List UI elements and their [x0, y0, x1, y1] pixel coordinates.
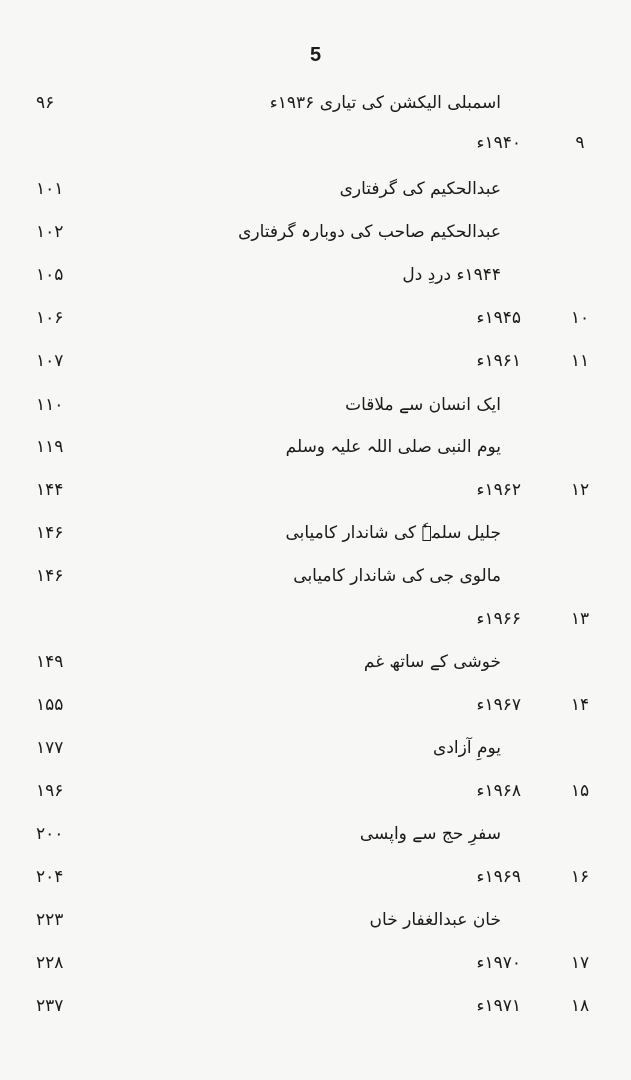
- toc-serial-number: ۱۳: [570, 609, 590, 629]
- toc-serial-number: ۱۰: [570, 308, 590, 328]
- page-number: 5: [309, 44, 322, 66]
- toc-row: [0, 88, 631, 118]
- toc-page-number: ۱۰۷: [36, 351, 64, 371]
- toc-row: [0, 475, 631, 505]
- toc-row: [0, 390, 631, 420]
- toc-serial-number: ۹: [575, 133, 585, 153]
- toc-entry-title: ۱۹۴۴ء دردِ دل: [402, 265, 501, 285]
- toc-entry-title: عبدالحکیم صاحب کی دوبارہ گرفتاری: [238, 222, 501, 242]
- toc-row: [0, 948, 631, 978]
- toc-page-number: ۱۴۶: [36, 566, 64, 586]
- toc-row: [0, 128, 631, 158]
- toc-year: ۱۹۶۲ء: [476, 480, 521, 500]
- toc-serial-number: ۱۴: [570, 695, 590, 715]
- toc-row: [0, 733, 631, 763]
- toc-page-number: ۲۰۰: [36, 824, 64, 844]
- toc-row: [0, 432, 631, 462]
- toc-entry-title: عبدالحکیم کی گرفتاری: [339, 179, 501, 199]
- toc-row: [0, 647, 631, 677]
- toc-year: ۱۹۶۱ء: [476, 351, 521, 371]
- toc-entry-title: اسمبلی الیکشن کی تیاری ۱۹۳۶ء: [269, 93, 501, 113]
- toc-row: [0, 174, 631, 204]
- toc-page-number: ۱۰۱: [36, 179, 64, 199]
- toc-row: [0, 776, 631, 806]
- toc-page-number: ۱۱۰: [36, 395, 64, 415]
- toc-page-number: ۱۴۶: [36, 523, 64, 543]
- toc-row: [0, 303, 631, 333]
- toc-entry-title: یومِ آزادی: [433, 738, 501, 758]
- toc-page-number: ۲۲۳: [36, 910, 64, 930]
- toc-page-number: ۲۲۸: [36, 953, 64, 973]
- toc-serial-number: ۱۸: [570, 996, 590, 1016]
- toc-row: [0, 905, 631, 935]
- toc-page-number: ۱۷۷: [36, 738, 64, 758]
- toc-page-number: ۲۳۷: [36, 996, 64, 1016]
- toc-page-number: ۱۰۲: [36, 222, 64, 242]
- toc-entry-title: خان عبدالغفار خاں: [369, 910, 501, 930]
- toc-page-number: ۱۴۴: [36, 480, 64, 500]
- toc-year: ۱۹۶۶ء: [476, 609, 521, 629]
- toc-page-number: ۱۰۶: [36, 308, 64, 328]
- toc-page-number: ۱۵۵: [36, 695, 64, 715]
- toc-row: [0, 561, 631, 591]
- toc-serial-number: ۱۱: [570, 351, 590, 371]
- toc-year: ۱۹۶۹ء: [476, 867, 521, 887]
- toc-year: ۱۹۶۸ء: [476, 781, 521, 801]
- toc-entry-title: ایک انسان سے ملاقات: [345, 395, 501, 415]
- toc-year: ۱۹۶۷ء: [476, 695, 521, 715]
- toc-entry-title: مالوی جی کی شاندار کامیابی: [293, 566, 501, 586]
- toc-serial-number: ۱۵: [570, 781, 590, 801]
- toc-page-number: ۱۰۵: [36, 265, 64, 285]
- toc-entry-title: سفرِ حج سے واپسی: [359, 824, 501, 844]
- toc-row: [0, 518, 631, 548]
- toc-row: [0, 819, 631, 849]
- toc-page-number: ۱۴۹: [36, 652, 64, 672]
- toc-entry-title: خوشی کے ساتھ غم: [363, 652, 501, 672]
- toc-entry-title: یوم النبی صلی اللہ علیہ وسلم: [285, 437, 501, 457]
- toc-row: [0, 260, 631, 290]
- toc-year: ۱۹۷۰ء: [476, 953, 521, 973]
- toc-page-number: ۱۹۶: [36, 781, 64, 801]
- toc-entry-title: جلیل سلمہٗ کی شاندار کامیابی: [285, 523, 501, 543]
- toc-row: [0, 346, 631, 376]
- toc-serial-number: ۱۲: [570, 480, 590, 500]
- toc-row: [0, 217, 631, 247]
- toc-page-number: ۲۰۴: [36, 867, 64, 887]
- toc-year: ۱۹۷۱ء: [476, 996, 521, 1016]
- toc-row: [0, 991, 631, 1021]
- toc-page-number: ۹۶: [36, 93, 55, 113]
- toc-row: [0, 604, 631, 634]
- toc-serial-number: ۱۶: [570, 867, 590, 887]
- toc-page-number: ۱۱۹: [36, 437, 64, 457]
- toc-row: [0, 690, 631, 720]
- toc-serial-number: ۱۷: [570, 953, 590, 973]
- toc-year: ۱۹۴۵ء: [476, 308, 521, 328]
- toc-row: [0, 862, 631, 892]
- toc-year: ۱۹۴۰ء: [476, 133, 521, 153]
